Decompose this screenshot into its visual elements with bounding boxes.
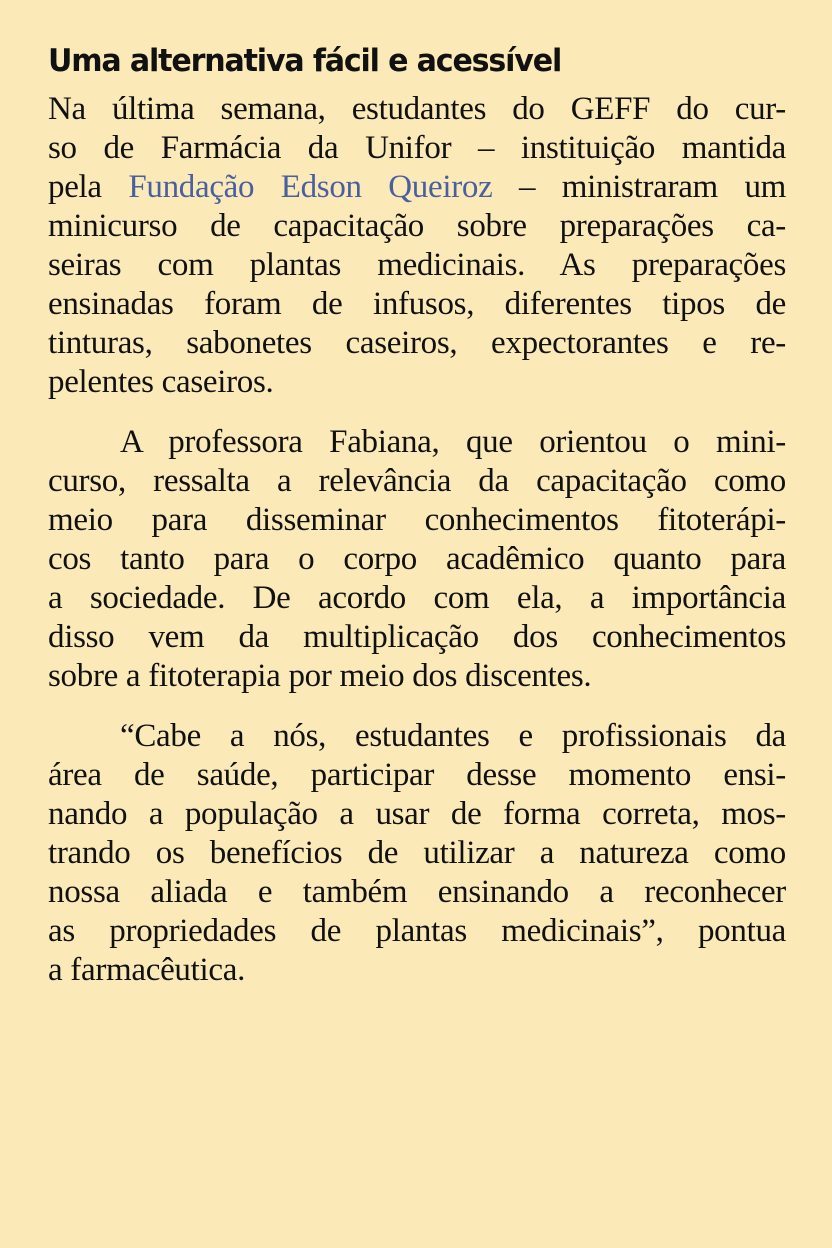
text-line: disso vem da multiplicação dos conhecimentos	[48, 619, 786, 655]
text-fragment: pela	[48, 169, 102, 205]
fundacao-edson-queiroz-link[interactable]: Fundação Edson Queiroz	[128, 169, 493, 205]
paragraph-2	[48, 423, 786, 696]
text-line: meio para disseminar conhecimentos fitoterápi-	[48, 502, 786, 538]
text-line: nossa aliada e também ensinando a reconhecer	[48, 874, 786, 910]
text-line: cos tanto para o corpo acadêmico quanto para	[48, 541, 786, 577]
article-heading: Uma alternativa fácil e acessível	[48, 43, 562, 79]
text-line: seiras com plantas medicinais. As preparações	[48, 247, 786, 283]
text-line: minicurso de capacitação sobre preparações ca-	[48, 208, 786, 244]
text-line: trando os benefícios de utilizar a natureza como	[48, 835, 786, 871]
paragraph-1	[48, 90, 786, 402]
text-fragment: – ministraram um	[519, 169, 787, 205]
text-line: “Cabe a nós, estudantes e profissionais da	[120, 718, 786, 754]
text-line: so de Farmácia da Unifor – instituição mantida	[48, 130, 786, 166]
text-line-with-link	[48, 168, 786, 207]
text-line: A professora Fabiana, que orientou o mini-	[120, 424, 786, 460]
article	[48, 36, 786, 990]
text-line: as propriedades de plantas medicinais”, pontua	[48, 913, 786, 949]
text-line: curso, ressalta a relevância da capacitação como	[48, 463, 786, 499]
text-line: nando a população a usar de forma correta, mos-	[48, 796, 786, 832]
text-line: a farmacêutica.	[48, 952, 246, 988]
text-line: tinturas, sabonetes caseiros, expectorantes e re-	[48, 325, 786, 361]
paragraph-3	[48, 717, 786, 990]
text-line: Na última semana, estudantes do GEFF do cur-	[48, 91, 786, 127]
text-line: pelentes caseiros.	[48, 364, 274, 400]
text-line: a sociedade. De acordo com ela, a importância	[48, 580, 786, 616]
text-line: sobre a fitoterapia por meio dos discentes.	[48, 658, 592, 694]
text-line: área de saúde, participar desse momento ensi-	[48, 757, 786, 793]
text-line: ensinadas foram de infusos, diferentes tipos de	[48, 286, 786, 322]
